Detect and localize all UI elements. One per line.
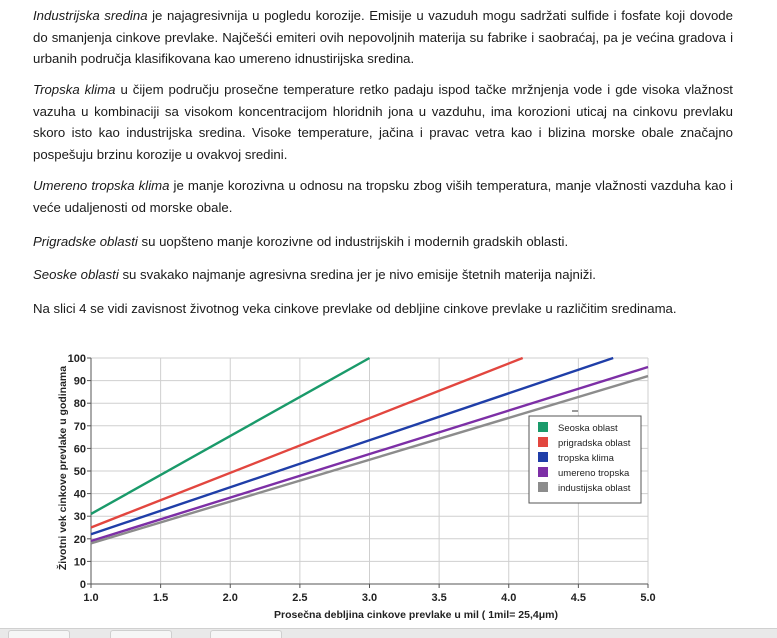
x-tick-label: 3.5 [431, 592, 447, 604]
y-tick-label: 50 [73, 466, 86, 478]
x-tick-label: 2.5 [292, 592, 308, 604]
paragraph-lead: Seoske oblasti [33, 267, 119, 282]
y-tick-label: 10 [73, 556, 86, 569]
x-tick-label: 3.0 [361, 592, 378, 604]
legend-label: umereno tropska [558, 468, 630, 479]
legend-swatch [538, 437, 548, 447]
x-axis-label: Prosečna debljina cinkove prevlake u mil ( 1mil= 25,4μm) [274, 609, 558, 621]
paragraph-lead: Industrijska sredina [33, 8, 148, 23]
legend-swatch [538, 452, 548, 462]
y-tick-label: 40 [73, 488, 86, 501]
paragraph-figure-reference [33, 298, 733, 320]
legend-label: prigradska oblast [558, 438, 631, 449]
series-line [91, 358, 523, 528]
x-tick-label: 4.0 [501, 592, 517, 604]
paragraph-text: su uopšteno manje korozivne od industrijskih i modernih gradskih oblasti. [137, 234, 569, 249]
paragraph-tropical [33, 79, 733, 165]
paragraph-rural [33, 264, 733, 286]
y-tick-label: 70 [73, 420, 86, 433]
paragraph-text: su svakako najmanje agresivna sredina jer je nivo emisije štetnih materija najniži. [118, 267, 596, 282]
legend-swatch [538, 422, 548, 432]
x-tick-label: 1.5 [152, 592, 169, 604]
legend-label: Seoska oblast [558, 423, 618, 434]
legend-label: tropska klima [558, 453, 614, 464]
paragraph-text: je manje korozivna u odnosu na tropsku zbog viših temperatura, manje vlažnosti vazduha kao i veće udaljenosti od morske obale. [33, 178, 733, 215]
y-tick-label: 30 [73, 511, 86, 524]
paragraph-text: je najagresivnija u pogledu korozije. Emisije u vazuduh mogu sadržati sulfide i fosfate koji dovode do smanjenja cinkove prevlake. Najčešći emiteri ovih nepovoljnih materija su fabrike i saobraćaj, pa je većina gradova i urbanih područja klasifikovana kao umereno idnustirijska sredina. [33, 8, 733, 66]
x-tick-label: 5.0 [640, 592, 656, 604]
paragraph-lead: Umereno tropska klima [33, 178, 170, 193]
paragraph-lead: Prigradske oblasti [33, 234, 138, 249]
paragraph-text: u čijem području prosečne temperature retko padaju ispod tačke mržnjenja vode i gde visoka vlažnost vazuha u kombinaciji sa visokom koncentracijom hloridnih jona u vazduhu, ima korozioni uticaj na cinkovu prevlaku skoro isto kao industrijska sredina. Visoke temperature, jačina i pravac vetra kao i blizina morske obale značajno pospešuju brzinu korozije u ovakvoj sredini. [33, 82, 733, 162]
y-tick-label: 60 [73, 443, 86, 456]
y-tick-label: 80 [73, 398, 86, 411]
x-tick-label: 1.0 [83, 592, 99, 604]
paragraph-industrial [33, 5, 733, 70]
coating-life-chart [0, 340, 777, 628]
y-tick-label: 90 [73, 375, 86, 388]
chart-legend [529, 411, 641, 503]
y-axis-label: Životni vek cinkove prevlake u godinama [57, 365, 69, 571]
legend-label: industijska oblast [558, 483, 631, 494]
legend-swatch [538, 482, 548, 492]
x-tick-label: 2.0 [222, 592, 238, 604]
paragraph-temperate [33, 175, 733, 218]
paragraph-lead: Tropska klima [33, 82, 116, 97]
y-tick-label: 20 [73, 533, 86, 546]
y-tick-label: 0 [79, 579, 86, 591]
paragraph-text: Na slici 4 se vidi zavisnost životnog veka cinkove prevlake od debljine cinkove prevlake u različitim sredinama. [33, 301, 677, 316]
paragraph-suburban [33, 231, 733, 253]
y-tick-label: 100 [67, 353, 86, 365]
legend-swatch [538, 467, 548, 477]
x-tick-label: 4.5 [570, 592, 587, 604]
